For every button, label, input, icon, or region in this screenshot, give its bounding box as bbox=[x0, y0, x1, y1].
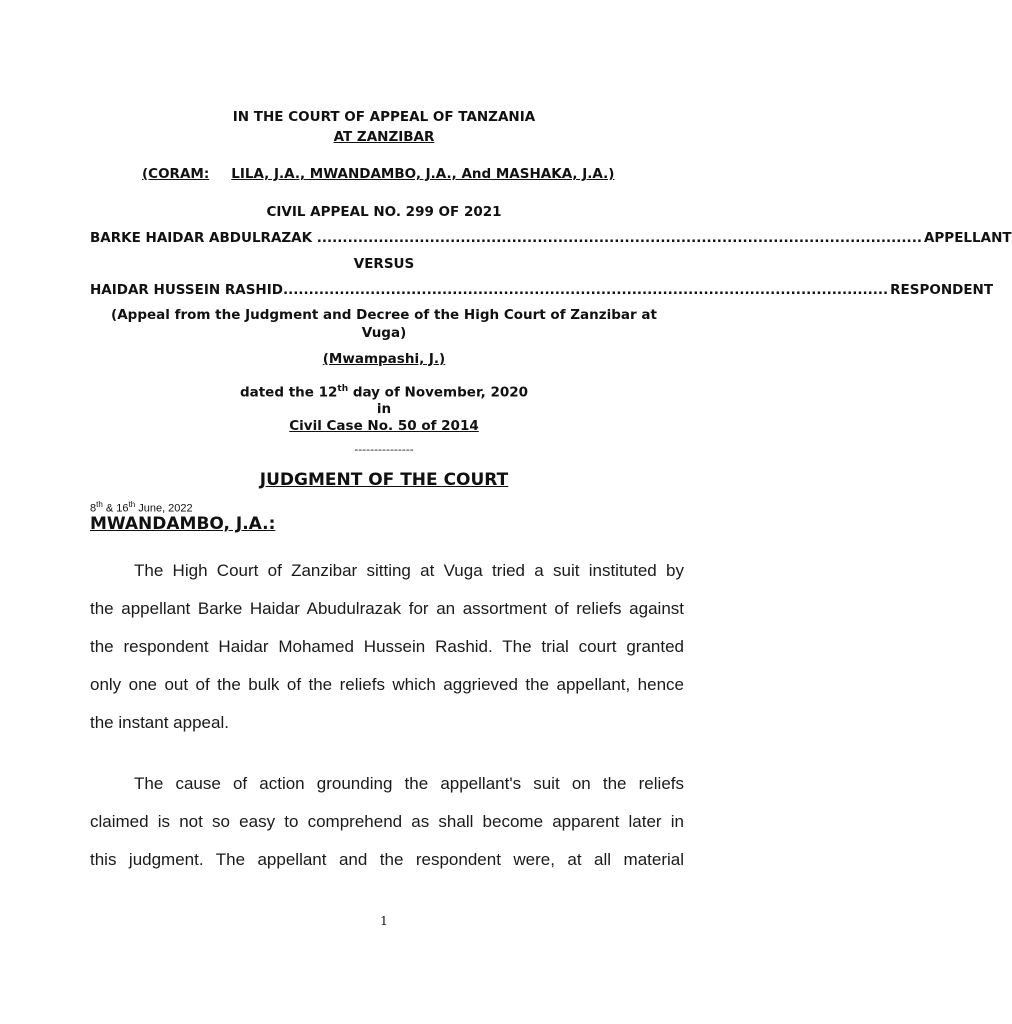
judgment-author: MWANDAMBO, J.A.: bbox=[90, 514, 276, 534]
date-mid: & 16 bbox=[102, 502, 129, 515]
date-day1: 8 bbox=[90, 502, 97, 515]
versus-label: VERSUS bbox=[353, 256, 415, 272]
appeal-from-line2: Vuga) bbox=[361, 325, 407, 341]
trial-judge: (Mwampashi, J.) bbox=[322, 351, 446, 367]
text-line: the respondent Haidar Mohamed Hussein Rashid. The trial court granted bbox=[90, 637, 684, 656]
date-sup1: th bbox=[96, 500, 103, 509]
leader-dots: ...................................................................................................................... bbox=[312, 230, 922, 246]
leader-dots: ...................................................................................................................... bbox=[282, 282, 889, 298]
text-line: this judgment. The appellant and the respondent were, at all material bbox=[90, 850, 684, 869]
court-location-wrap bbox=[0, 129, 768, 145]
text-line: The High Court of Zanzibar sitting at Vuga tried a suit instituted by bbox=[134, 561, 684, 580]
court-location: AT ZANZIBAR bbox=[333, 129, 435, 145]
text-line: the instant appeal. bbox=[90, 713, 229, 732]
civil-case: Civil Case No. 50 of 2014 bbox=[289, 418, 479, 434]
date-sup2: th bbox=[128, 500, 136, 509]
text-line: claimed is not so easy to comprehend as shall become apparent later in bbox=[90, 812, 684, 831]
date-rest: June, 2022 bbox=[135, 502, 193, 515]
paragraph-2 bbox=[90, 765, 684, 879]
text-line: only one out of the bulk of the reliefs which aggrieved the appellant, hence bbox=[90, 675, 684, 694]
divider: --------------- bbox=[354, 443, 414, 456]
dated-line bbox=[0, 384, 768, 401]
respondent-line bbox=[90, 282, 994, 298]
text-line: the appellant Barke Haidar Abudulrazak for an assortment of reliefs against bbox=[90, 599, 684, 618]
dated-prefix: dated the 12 bbox=[239, 384, 338, 401]
appeal-from-line1: (Appeal from the Judgment and Decree of the High Court of Zanzibar at bbox=[111, 307, 657, 323]
court-heading: IN THE COURT OF APPEAL OF TANZANIA bbox=[232, 109, 536, 125]
respondent-role: RESPONDENT bbox=[890, 282, 994, 298]
appellant-role: APPELLANT bbox=[923, 230, 1012, 246]
coram-label: (CORAM: bbox=[142, 166, 210, 182]
appellant-name: BARKE HAIDAR ABDULRAZAK bbox=[90, 230, 313, 246]
appeal-number: CIVIL APPEAL NO. 299 OF 2021 bbox=[266, 204, 502, 220]
paragraph-1 bbox=[90, 552, 684, 742]
trial-judge-wrap bbox=[0, 351, 768, 367]
text-line: The cause of action grounding the appellant's suit on the reliefs bbox=[134, 774, 684, 793]
page-number: 1 bbox=[380, 914, 388, 928]
coram-line bbox=[142, 166, 614, 182]
civil-case-wrap bbox=[0, 418, 768, 434]
respondent-name: HAIDAR HUSSEIN RASHID bbox=[90, 282, 283, 298]
dated-sup: th bbox=[337, 384, 349, 394]
judgment-title: JUDGMENT OF THE COURT bbox=[259, 470, 509, 490]
appellant-line bbox=[90, 230, 1012, 246]
judgment-dates bbox=[90, 500, 193, 515]
in-label: in bbox=[376, 401, 392, 417]
coram-judges: LILA, J.A., MWANDAMBO, J.A., And MASHAKA, J.A.) bbox=[231, 166, 615, 182]
dated-suffix: day of November, 2020 bbox=[348, 384, 529, 401]
